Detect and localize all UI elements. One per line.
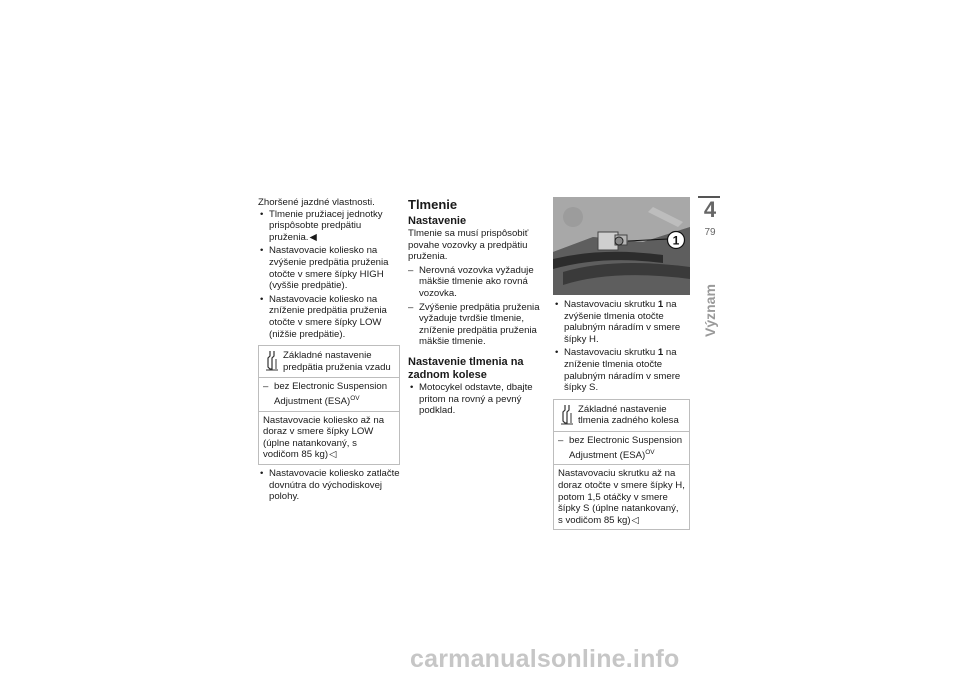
setting-value-text: Nastavovaciu skrutku až na doraz otočte v smere šípky H, potom 1,5 otáčky v smere šípky S (úplne natankovaný, s vodičom 85 kg)	[558, 468, 685, 526]
setting-value-text: Nastavovacie koliesko až na doraz v smere šípky LOW (úplne natankovaný, s vodičom 85 kg)	[263, 414, 385, 461]
condition-superscript: OV	[645, 448, 655, 456]
watermark-text: carmanualsonline.info	[410, 645, 680, 673]
setting-box-header	[554, 400, 689, 432]
setting-box-value	[259, 412, 399, 464]
intro-text: Zhoršené jazdné vlastnosti.	[258, 197, 375, 208]
setting-box-value	[554, 465, 689, 529]
bullet-item	[258, 294, 400, 340]
callout-number: 1	[657, 347, 664, 359]
end-mark-icon: ◀	[309, 231, 317, 243]
section-title: Tlmenie	[408, 197, 458, 212]
paragraph: Tlmenie sa musí prispôsobiť povahe vozovky a predpätiu pruženia.	[408, 228, 529, 263]
condition-text: bez Electronic Suspension Adjustment (ESA)	[274, 381, 388, 408]
setting-box-title: Základné nastavenie predpätia pruženia vzadu	[283, 350, 391, 373]
callout-number: 1	[657, 299, 664, 310]
setting-box-header	[259, 346, 399, 378]
dash-item	[408, 302, 545, 348]
bullet-text: na zvýšenie tlmenia otočte palubným náradím v smere šípky H.	[564, 299, 681, 345]
condition-item	[263, 381, 395, 407]
end-mark-icon: ◁	[329, 449, 337, 461]
page-number: 79	[704, 227, 716, 238]
setting-box	[553, 399, 690, 531]
subsection-title: Nastavenie tlmenia na zadnom kolese	[408, 355, 524, 381]
dash-text: Nerovná vozovka vyžaduje mäkšie tlmenie ako rovná vozovka.	[419, 264, 534, 299]
photo-callout-label: 1	[672, 233, 680, 248]
bullet-text: na zníženie tlmenia otočte palubným náradím v smere šípky S.	[564, 347, 681, 394]
bullet-text: Nastavovaciu skrutku	[564, 347, 656, 359]
bullet-text: Nastavovacie koliesko na zvýšenie predpätia pruženia otočte v smere šípky HIGH (vyššie predpätie).	[269, 245, 389, 292]
shock-absorber-illustration	[553, 197, 690, 295]
bullet-item	[553, 299, 690, 345]
end-mark-icon: ◁	[631, 514, 639, 526]
chapter-section-label: Význam	[702, 284, 718, 337]
wrench-icon	[263, 349, 283, 371]
column-middle	[408, 197, 545, 419]
chapter-number: 4	[703, 197, 717, 222]
dash-item	[408, 265, 545, 300]
dash-text: Zvýšenie predpätia pruženia vyžaduje tvrdšie tlmenie, zníženie predpätia pruženia mäkšie tlmenie.	[419, 301, 540, 348]
setting-box-condition	[554, 432, 689, 465]
setting-box	[258, 345, 400, 465]
bullet-text: Tlmenie pružiacej jednotky prispôsobte predpätiu pruženia.	[269, 208, 383, 243]
bullet-text: Motocykel odstavte, dbajte pritom na rovný a pevný podklad.	[419, 381, 533, 417]
condition-superscript: OV	[350, 394, 360, 402]
wrench-icon	[558, 403, 578, 425]
bullet-text: Nastavovacie koliesko zatlačte dovnútra do východiskovej polohy.	[269, 468, 400, 503]
column-left	[258, 197, 400, 505]
subsection-title: Nastavenie	[408, 215, 467, 227]
bullet-text: Nastavovaciu skrutku	[564, 299, 656, 310]
column-right	[553, 197, 690, 533]
bullet-item	[553, 347, 690, 393]
setting-box-condition	[259, 378, 399, 411]
bullet-item	[258, 245, 400, 291]
bullet-item	[258, 209, 400, 244]
bullet-text: Nastavovacie koliesko na zníženie predpätia pruženia otočte v smere šípky LOW (nižšie predpätie).	[269, 293, 387, 340]
bullet-item	[408, 382, 545, 417]
condition-item	[558, 435, 685, 461]
condition-text: bez Electronic Suspension Adjustment (ESA)	[569, 434, 683, 461]
bullet-item	[258, 468, 400, 503]
shock-absorber-photo	[553, 197, 690, 295]
setting-box-title: Základné nastavenie tlmenia zadného kolesa	[578, 403, 679, 427]
